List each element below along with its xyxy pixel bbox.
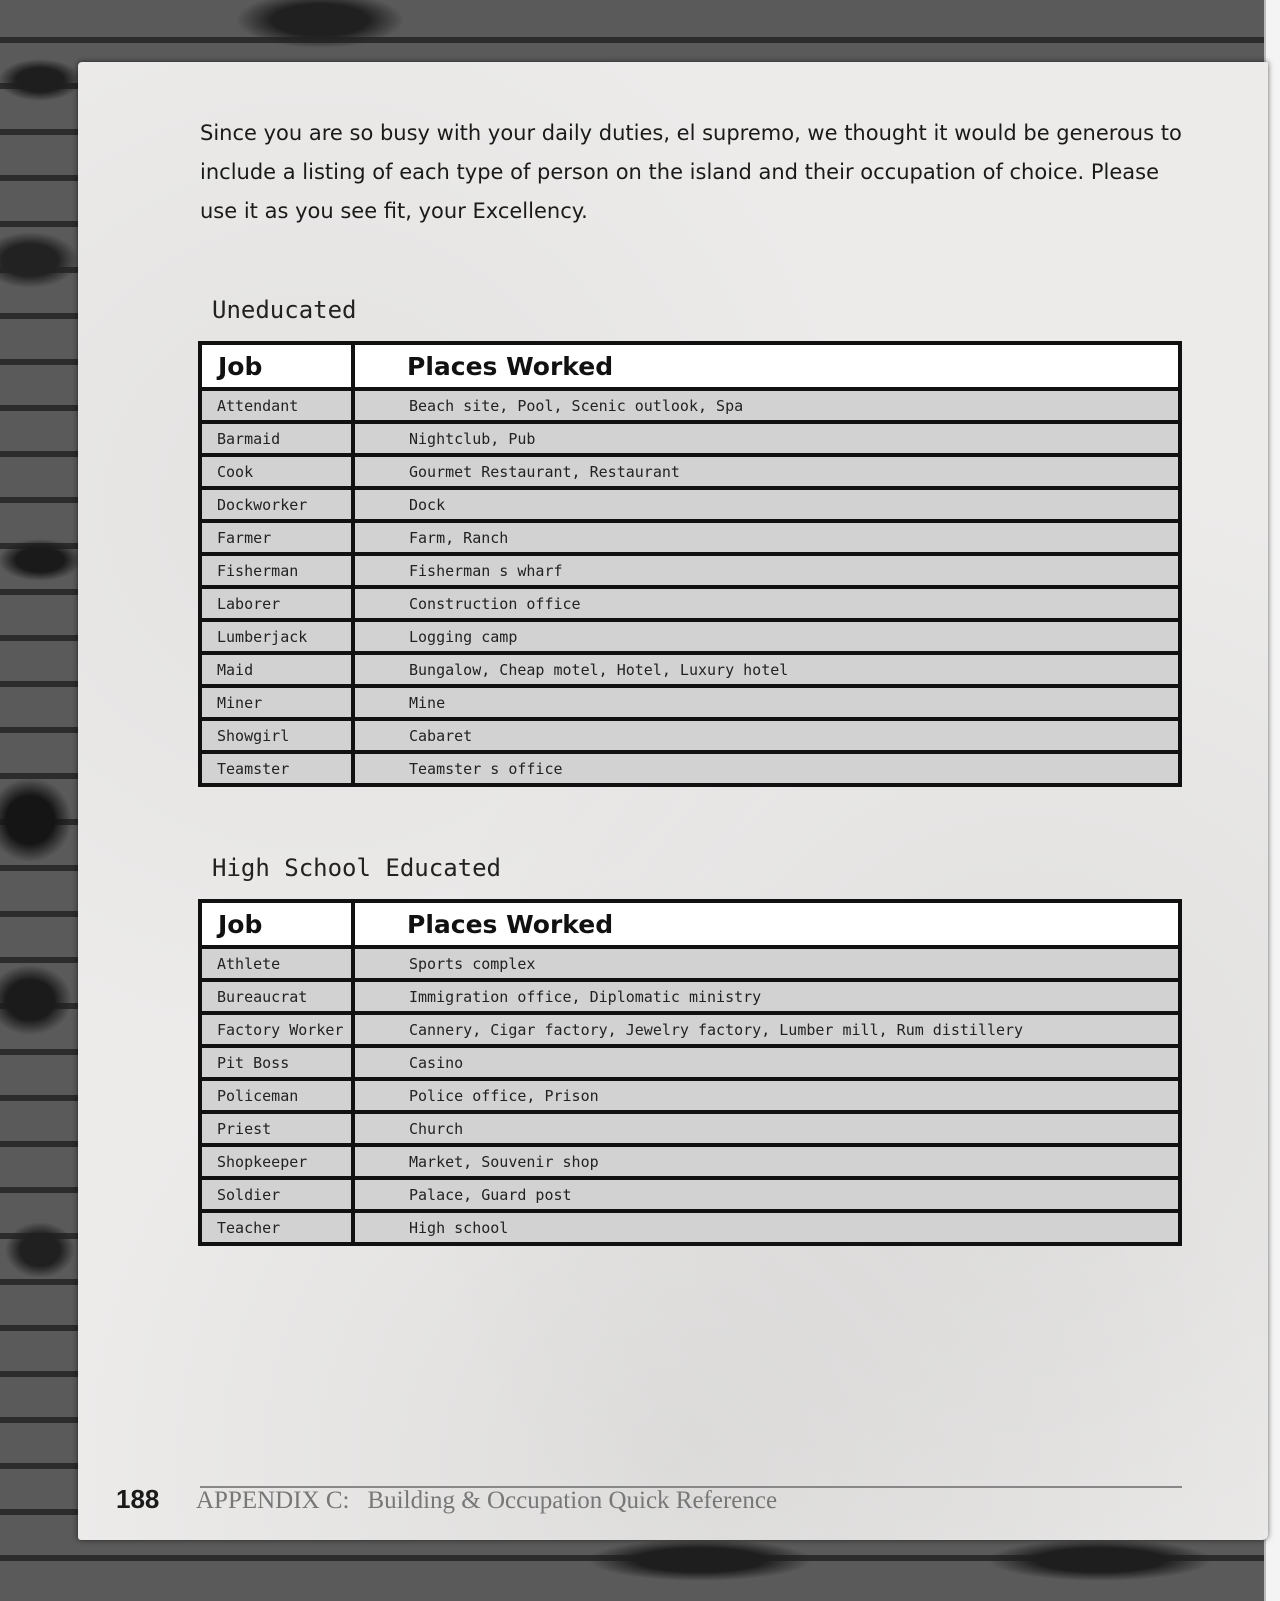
places-cell: Nightclub, Pub [353,422,1180,455]
table-row [200,1211,1180,1244]
job-cell: Soldier [200,1178,353,1211]
job-cell: Shopkeeper [200,1145,353,1178]
paper-sheet [78,62,1268,1540]
column-header-job: Job [200,343,353,389]
column-header-job: Job [200,901,353,947]
job-cell: Priest [200,1112,353,1145]
section-title-uneducated: Uneducated [212,296,357,324]
places-cell: Church [353,1112,1180,1145]
table-row [200,521,1180,554]
job-cell: Dockworker [200,488,353,521]
job-cell: Showgirl [200,719,353,752]
section-title-high-school: High School Educated [212,854,501,882]
job-cell: Farmer [200,521,353,554]
places-cell: Construction office [353,587,1180,620]
table-row [200,554,1180,587]
job-cell: Barmaid [200,422,353,455]
table-row [200,1145,1180,1178]
table-row [200,752,1180,785]
places-cell: Gourmet Restaurant, Restaurant [353,455,1180,488]
job-cell: Bureaucrat [200,980,353,1013]
places-cell: Sports complex [353,947,1180,980]
places-cell: Mine [353,686,1180,719]
table-body [200,947,1180,1244]
places-cell: Cannery, Cigar factory, Jewelry factory, Lumber mill, Rum distillery [353,1013,1180,1046]
table-row [200,455,1180,488]
places-cell: Police office, Prison [353,1079,1180,1112]
places-cell: Dock [353,488,1180,521]
job-cell: Factory Worker [200,1013,353,1046]
table-row [200,620,1180,653]
places-cell: Palace, Guard post [353,1178,1180,1211]
table-header-row [200,901,1180,947]
table-header-row [200,343,1180,389]
job-cell: Lumberjack [200,620,353,653]
table-row [200,686,1180,719]
job-cell: Attendant [200,389,353,422]
job-cell: Cook [200,455,353,488]
footer-reference-title: Building & Occupation Quick Reference [367,1487,778,1514]
table-row [200,1112,1180,1145]
places-cell: Immigration office, Diplomatic ministry [353,980,1180,1013]
footer-title [196,1487,795,1515]
places-cell: Market, Souvenir shop [353,1145,1180,1178]
table-row [200,389,1180,422]
places-cell: High school [353,1211,1180,1244]
places-cell: Teamster s office [353,752,1180,785]
job-cell: Fisherman [200,554,353,587]
places-cell: Farm, Ranch [353,521,1180,554]
table-row [200,653,1180,686]
table-row [200,719,1180,752]
table-row [200,1079,1180,1112]
table-row [200,980,1180,1013]
job-cell: Teamster [200,752,353,785]
places-cell: Cabaret [353,719,1180,752]
column-header-places: Places Worked [353,343,1180,389]
places-cell: Logging camp [353,620,1180,653]
places-cell: Beach site, Pool, Scenic outlook, Spa [353,389,1180,422]
table-body [200,389,1180,785]
places-cell: Bungalow, Cheap motel, Hotel, Luxury hotel [353,653,1180,686]
high-school-table [198,899,1182,1246]
table-row [200,488,1180,521]
table-row [200,1178,1180,1211]
footer-appendix: APPENDIX C: [196,1487,350,1514]
uneducated-table [198,341,1182,787]
column-header-places: Places Worked [353,901,1180,947]
job-cell: Policeman [200,1079,353,1112]
job-cell: Teacher [200,1211,353,1244]
table-row [200,422,1180,455]
table-row [200,947,1180,980]
table-row [200,1013,1180,1046]
job-cell: Miner [200,686,353,719]
places-cell: Fisherman s wharf [353,554,1180,587]
page-number: 188 [116,1484,160,1514]
intro-paragraph: Since you are so busy with your daily duties, el supremo, we thought it would be generous to include a listing of each type of person on the island and their occupation of choice. Please use it as you see fit, your Excellency. [200,121,1182,223]
job-cell: Pit Boss [200,1046,353,1079]
job-cell: Maid [200,653,353,686]
table-row [200,587,1180,620]
table-row [200,1046,1180,1079]
places-cell: Casino [353,1046,1180,1079]
job-cell: Laborer [200,587,353,620]
job-cell: Athlete [200,947,353,980]
